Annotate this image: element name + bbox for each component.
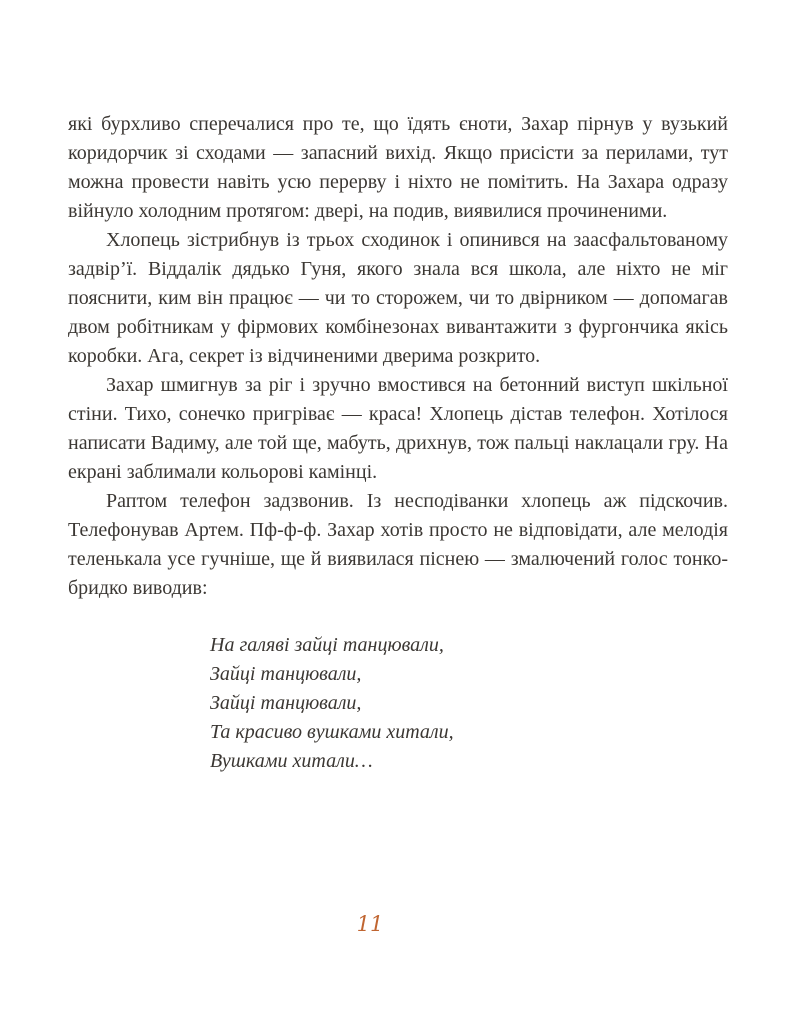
page-text — [68, 110, 728, 776]
paragraph: Хлопець зістрибнув із трьох сходинок і опинився на заасфальтованому задвір’ї. Віддалік дядько Гуня, якого знала вся школа, але ніхто не міг пояснити, ким він працює — чи то сторожем, чи то двірником — допомагав двом робітникам у фірмових комбінезонах вивантажити з фургончика якісь коробки. Ага, секрет із відчиненими дверима розкрито. — [68, 229, 728, 367]
poem-block — [210, 631, 728, 776]
paragraph: Раптом телефон задзвонив. Із несподіванки хлопець аж підскочив. Телефонував Артем. Пф-ф-ф. Захар хотів просто не відповідати, але мелодія теленькала усе гучніше, ще й виявилася піснею — змалючений голос тонко-бридко виводив: — [68, 490, 728, 599]
paragraph: які бурхливо сперечалися про те, що їдять єноти, Захар пірнув у вузький коридорчик зі сходами — запасний вихід. Якщо присісти за перилами, тут можна провести навіть усю перерву і ніхто не помітить. На Захара одразу війнуло холодним протягом: двері, на подив, виявилися прочиненими. — [68, 113, 728, 222]
poem-line: Та красиво вушками хитали, — [210, 721, 454, 743]
poem-line: Вушками хитали… — [210, 750, 373, 772]
paragraph: Захар шмигнув за ріг і зручно вмостився на бетонний виступ шкільної стіни. Тихо, сонечко пригріває — краса! Хлопець дістав телефон. Хотілося написати Вадиму, але той ще, мабуть, дрихнув, тож пальці наклацали гру. На екрані заблимали кольорові камінці. — [68, 374, 728, 483]
poem-line: Зайці танцювали, — [210, 692, 362, 714]
page-number: 11 — [356, 912, 384, 936]
poem-line: Зайці танцювали, — [210, 663, 362, 685]
poem-line: На галяві зайці танцювали, — [210, 634, 444, 656]
